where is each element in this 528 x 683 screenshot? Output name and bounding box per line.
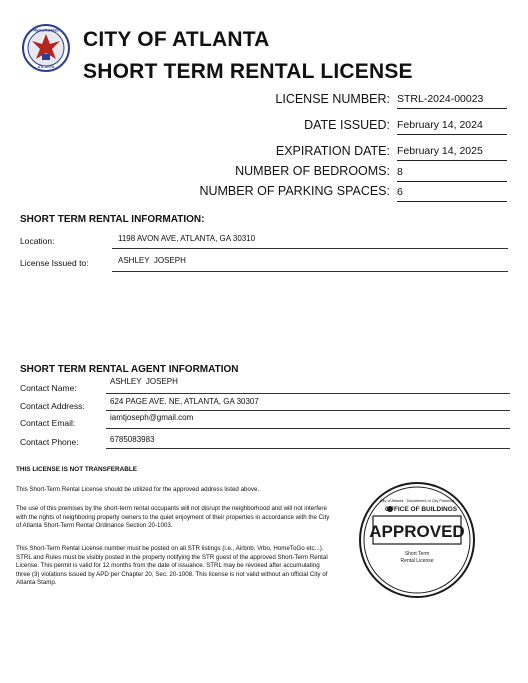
- contact-address-label: Contact Address:: [20, 401, 85, 411]
- contact-name-label: Contact Name:: [20, 383, 77, 393]
- document-title: SHORT TERM RENTAL LICENSE: [83, 60, 413, 83]
- terms-paragraph-3: This Short-Term Rental License number must be posted on all STR listings (i.e., Airbnb, Vrbo, HomeToGo etc...). STRL and Rules must be visibly posted in the property notifying the STR guest of the approved Short-Term Rental License. This permit is valid for 12 months from the date of issuance. STRL may be revoked after accumulating three (3) violations issued by APD per Chapter 20, Sec. 20-1008. This license is not valid without an official City of Atlanta Stamp.: [16, 545, 328, 587]
- location-label: Location:: [20, 236, 55, 246]
- approved-stamp: [357, 480, 477, 600]
- contact-email-value: iamtjoseph@gmail.com: [110, 413, 194, 422]
- stamp-bottom-line1: Short Term: [404, 551, 430, 557]
- contact-address-underline: [106, 410, 510, 411]
- issued-to-underline: [112, 271, 508, 272]
- stamp-bottom-line2: Rental License: [400, 558, 434, 564]
- location-underline: [112, 248, 508, 249]
- bedrooms-label: NUMBER OF BEDROOMS:: [235, 164, 390, 178]
- city-name: CITY OF ATLANTA: [83, 28, 270, 51]
- contact-email-label: Contact Email:: [20, 418, 76, 428]
- agent-info-heading: SHORT TERM RENTAL AGENT INFORMATION: [20, 364, 239, 375]
- issued-to-label: License Issued to:: [20, 258, 89, 268]
- not-transferable-notice: THIS LICENSE IS NOT TRANSFERABLE: [16, 466, 138, 473]
- issued-to-value: ASHLEY JOSEPH: [118, 256, 186, 265]
- contact-address-value: 624 PAGE AVE. NE, ATLANTA, GA 30307: [110, 397, 259, 406]
- contact-phone-underline: [106, 448, 510, 449]
- contact-email-underline: [106, 428, 510, 429]
- date-issued-value: February 14, 2024: [397, 119, 507, 135]
- seal-top-text: RESURGENS: [33, 27, 59, 33]
- license-number-label: LICENSE NUMBER:: [275, 92, 390, 106]
- seal-bottom-text: ATLANTA: [37, 65, 55, 69]
- bedrooms-value: 8: [397, 166, 507, 182]
- terms-paragraph-1: This Short-Term Rental License should be utilized for the approved address listed above.: [16, 486, 260, 493]
- license-number-value: STRL-2024-00023: [397, 93, 507, 109]
- contact-phone-value: 6785083983: [110, 435, 155, 444]
- expiration-date-value: February 14, 2025: [397, 145, 507, 161]
- stamp-status-text: APPROVED: [369, 522, 465, 541]
- contact-name-underline: [106, 393, 510, 394]
- expiration-date-label: EXPIRATION DATE:: [275, 144, 390, 158]
- parking-spaces-value: 6: [397, 186, 507, 202]
- terms-paragraph-2: The use of this premises by the short-term rental occupants will not disrupt the neighborhood and will not interfere with the rights of neighboring property owners to the quiet enjoyment of their properties in accordance with the City of Atlanta Short-Term Rental Ordinance Section 20-1003.: [16, 505, 330, 530]
- stamp-top-text: City of Atlanta · Department of City Planning: [379, 499, 455, 503]
- contact-name-value: ASHLEY JOSEPH: [110, 377, 178, 386]
- parking-spaces-label: NUMBER OF PARKING SPACES:: [199, 184, 390, 198]
- stamp-office-text: OFFICE OF BUILDINGS: [384, 506, 458, 513]
- location-value: 1198 AVON AVE, ATLANTA, GA 30310: [118, 234, 256, 243]
- city-seal-icon: [22, 24, 70, 72]
- date-issued-label: DATE ISSUED:: [304, 118, 390, 132]
- contact-phone-label: Contact Phone:: [20, 437, 79, 447]
- rental-info-heading: SHORT TERM RENTAL INFORMATION:: [20, 214, 205, 225]
